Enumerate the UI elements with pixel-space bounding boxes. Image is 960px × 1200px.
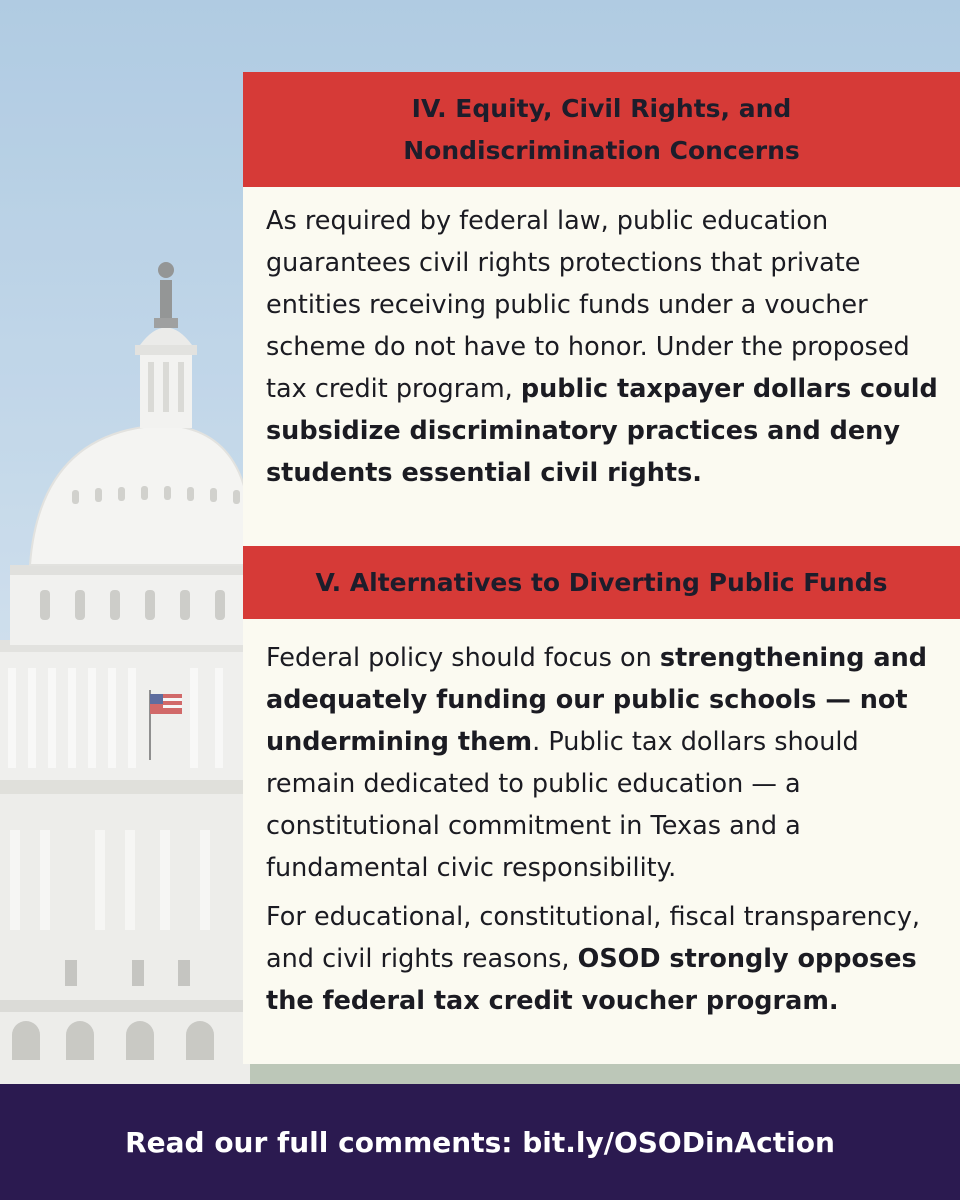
section-v-p1-bold: strengthening and adequately funding our public schools — not undermining them: [266, 643, 927, 757]
section-v-heading-text: V. Alternatives to Diverting Public Funds: [315, 567, 888, 597]
section-iv-paragraph: [266, 200, 946, 494]
section-iv-heading-line2: Nondiscrimination Concerns: [403, 135, 800, 165]
section-iv-heading-line1: IV. Equity, Civil Rights, and: [411, 93, 792, 123]
section-v-p1-after: . Public tax dollars should remain dedicated to public education — a constitutional commitment in Texas and a fundamental civic responsibility.: [266, 727, 859, 883]
section-iv-text: As required by federal law, public education guarantees civil rights protections that private entities receiving public funds under a voucher scheme do not have to honor. Under the proposed tax credit program,: [266, 206, 910, 404]
section-v-paragraph-1: [266, 637, 946, 889]
section-iv-bold-text: public taxpayer dollars could subsidize discriminatory practices and deny students essential civil rights.: [266, 374, 938, 488]
section-iv-heading: [243, 72, 960, 187]
section-v-paragraph-2: [266, 896, 946, 1022]
footer-cta-text: Read our full comments: bit.ly/OSODinAction: [125, 1125, 835, 1159]
section-v-heading: [243, 546, 960, 619]
section-v-p2-bold: OSOD strongly opposes the federal tax credit voucher program.: [266, 944, 917, 1016]
section-v-p2-before: For educational, constitutional, fiscal transparency, and civil rights reasons,: [266, 902, 921, 974]
section-v-p1-before: Federal policy should focus on: [266, 643, 660, 673]
